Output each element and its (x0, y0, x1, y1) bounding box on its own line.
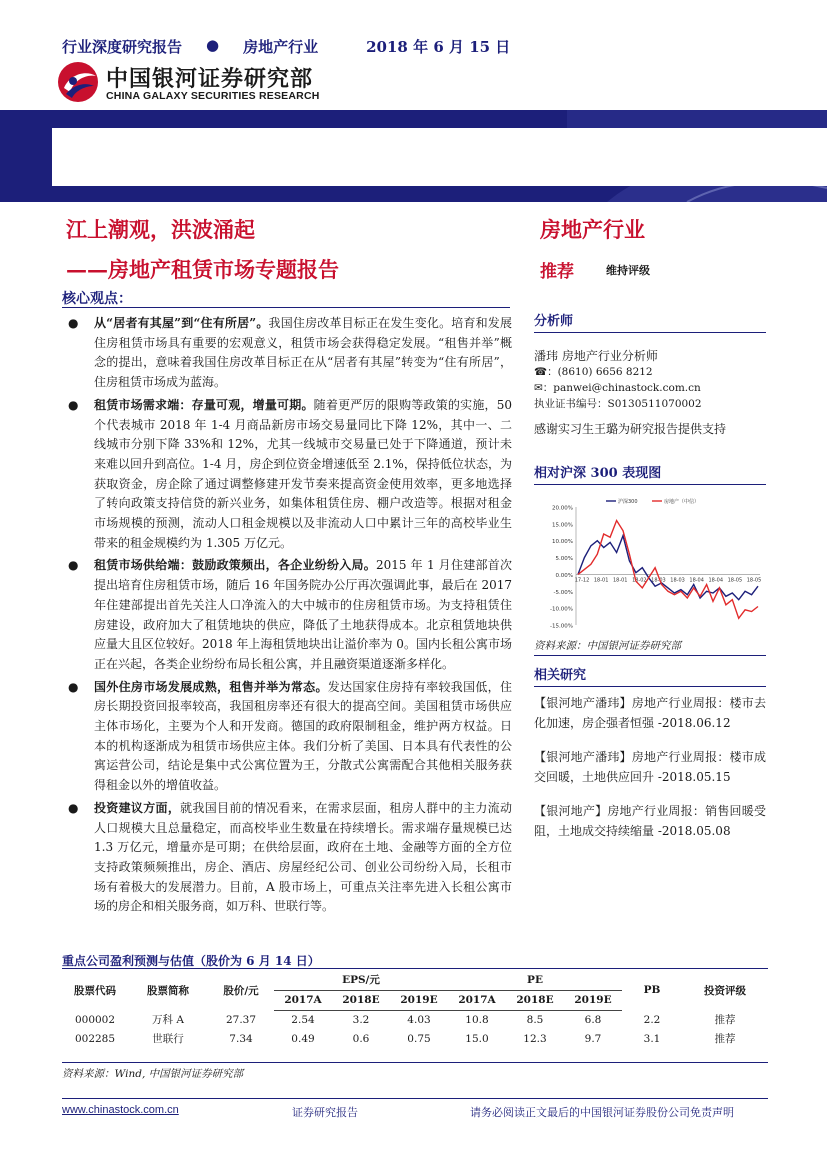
core-bullet (62, 799, 512, 917)
footer-doc-type: 证券研究报告 (292, 1106, 358, 1119)
year-cell: 2017A (274, 990, 332, 1010)
rating-label: 推荐 (540, 262, 574, 282)
y-tick-label: -5.00% (553, 589, 573, 596)
report-title: 江上潮观，洪波涌起 (66, 217, 255, 242)
cell-pe: 9.7 (584, 1032, 602, 1045)
core-bullet (62, 556, 512, 674)
col-pe: PE (448, 970, 622, 990)
cell-name: 万科 A (152, 1014, 184, 1026)
cell-eps: 3.2 (352, 1013, 370, 1026)
analyst-phone: ☎：(8610) 6656 8212 (534, 366, 653, 378)
chart-title: 相对沪深 300 表现图 (534, 462, 766, 485)
cell-name: 世联行 (152, 1033, 184, 1045)
cell-eps: 0.6 (352, 1032, 370, 1045)
bullet-dot-icon: ● (68, 316, 79, 330)
cell-price: 7.34 (229, 1032, 253, 1045)
x-tick-label: 18-04 (708, 577, 724, 584)
footer-disclaimer: 请务必阅读正文最后的中国银河证券股份公司免责声明 (470, 1106, 734, 1119)
table-row (62, 1029, 768, 1048)
cell-eps: 2.54 (291, 1013, 315, 1026)
cell-pe: 15.0 (465, 1032, 489, 1045)
header-banner (0, 110, 827, 202)
cell-eps: 4.03 (407, 1013, 431, 1026)
series-line (578, 521, 758, 619)
bullet-body: 2015 年 1 月住建部首次提出培育住房租赁市场，随后 16 年国务院办公厅再次强调此事，最后在 2017 年住建部提出首先关注人口净流入的大中城市的住房租赁市场。为支持租赁住房建设，政府加大了租赁地块的供应，降低了土地获得成本。北京租赁地块供应量大且区位较好。2018 年上海租赁地块出让溢价率为 0。国内长租公寓市场正在兴起，各类企业纷纷布局长租公寓，并且融资渠道逐渐多样化。 (94, 558, 512, 671)
bullet-body: 就我国目前的情况看来，在需求层面，租房人群中的主力流动人口规模大且总量稳定，而高校毕业生数量在持续增长。需求端存量规模已达 1.3 万亿元，增量亦是可期；在供给层面，政府在土地、金融等方面的全方位支持政策频频推出，房企、酒店、房屋经纪公司、创业公司纷纷入局，长租市场有着极大的发展潜力。目前，A 股市场上，可重点关注率先进入长租公寓市场的房企和相关服务商，如万科、世联行等。 (94, 800, 512, 914)
banner-separator: ● (206, 36, 220, 54)
y-tick-label: 5.00% (555, 556, 573, 563)
banner-white-bar (52, 128, 827, 186)
analyst-cert: 执业证书编号：S0130511070002 (534, 398, 702, 410)
table-bottom-rule (62, 1062, 768, 1063)
bullet-lead: 租赁市场供给端：鼓励政策频出，各企业纷纷入局。 (94, 558, 377, 573)
analyst-email[interactable]: ✉：panwei@chinastock.com.cn (534, 382, 701, 394)
banner-sector: 房地产行业 (243, 38, 319, 56)
core-bullet (62, 396, 512, 554)
y-tick-label: 10.00% (552, 539, 573, 546)
cell-pe: 6.8 (584, 1013, 602, 1026)
bullet-dot-icon: ● (68, 558, 79, 573)
core-bullet (62, 314, 512, 393)
y-tick-label: -10.00% (550, 606, 573, 613)
col-pb: PB (643, 984, 661, 996)
y-tick-label: 20.00% (552, 505, 573, 512)
col-price: 股价/元 (223, 984, 259, 997)
table-source: 资料来源：Wind, 中国银河证券研究部 (62, 1068, 244, 1080)
analyst-name: 潘玮 房地产行业分析师 (534, 349, 658, 363)
cell-pe: 12.3 (523, 1032, 547, 1045)
cell-price: 27.37 (225, 1013, 257, 1026)
footer-website-link[interactable]: www.chinastock.com.cn (62, 1104, 179, 1116)
analyst-thanks: 感谢实习生王璐为研究报告提供支持 (534, 422, 727, 436)
company-name-en: CHINA GALAXY SECURITIES RESEARCH (106, 90, 320, 102)
bullet-lead: 国外住房市场发展成熟，租售并举为常态。 (94, 679, 328, 694)
x-tick-label: 18-03 (651, 577, 666, 584)
estimates-title: 重点公司盈利预测与估值（股价为 6 月 14 日） (62, 954, 320, 968)
bullet-dot-icon: ● (68, 679, 79, 694)
year-cell: 2018E (506, 990, 564, 1010)
cell-rating: 推荐 (714, 1014, 736, 1026)
core-views-divider (62, 307, 510, 308)
core-views-heading: 核心观点： (62, 291, 132, 307)
report-date: 2018 年 6 月 15 日 (366, 38, 511, 56)
col-rating: 投资评级 (704, 984, 746, 997)
cell-code: 002285 (74, 1032, 116, 1045)
estimates-table (62, 970, 768, 1048)
cell-pb: 2.2 (643, 1013, 661, 1026)
x-tick-label: 18-04 (689, 577, 704, 584)
x-tick-label: 18-05 (727, 577, 743, 584)
related-research (534, 664, 766, 841)
bullet-lead: 租赁市场需求端：存量可观，增量可期。 (94, 397, 314, 412)
col-eps: EPS/元 (274, 970, 448, 990)
report-subtitle: ——房地产租赁市场专题报告 (66, 257, 339, 282)
x-tick-label: 18-01 (612, 577, 628, 584)
analyst-panel (534, 310, 766, 437)
table-row (62, 1010, 768, 1029)
table-top-rule (62, 968, 768, 969)
chart-source: 资料来源：中国银河证券研究部 (534, 638, 766, 656)
cell-pe: 10.8 (465, 1013, 489, 1026)
year-cell: 2018E (332, 990, 390, 1010)
legend-label: 沪深300 (618, 499, 638, 505)
cell-pe: 8.5 (526, 1013, 544, 1026)
series-line (578, 536, 758, 600)
cell-rating: 推荐 (714, 1033, 736, 1045)
col-name: 股票简称 (147, 984, 189, 997)
rating-note: 维持评级 (606, 264, 650, 277)
galaxy-logo-icon (56, 60, 100, 104)
bullet-body: 随着更严厉的限购等政策的实施，50 个代表城市 2018 年 1-4 月商品新房市场交易量同比下降 12%，其中一、二线城市分别下降 33%和 12%，尤其一线城市交易量已处于下降通道，预计未来难以回升到高位。1-4 月，房企到位资金增速低至 2.1%，保持低位状态，为获取资金，房企除了通过调整修建开发节奏来提高资金使用效率，更多地选择了转向政策支持信贷的新兴业务，如集体租赁住房、棚户改造等。根据对租金市场规模的预测，流动人口租金规模以及非流动人口中累计三年的高校毕业生带来的租金规模约为 1.305 万亿元。 (94, 397, 512, 550)
year-cell: 2017A (448, 990, 506, 1010)
y-tick-label: 0.00% (555, 572, 573, 579)
chart-svg (534, 485, 766, 633)
analyst-heading: 分析师 (534, 310, 766, 333)
bullet-lead: 投资建议方面， (94, 800, 181, 815)
bullet-body: 发达国家住房持有率较我国低，住房长期投资回报率较高，我国租房率还有很大的提高空间。美国租赁市场供应主体市场化，主要为个人和开发商。德国的政府限制租金，维护两方权益。日本的机构逐渐成为租赁市场供应主体。我们分析了美国、日本具有代表性的公寓运营公司，结论是集中式公寓位置为王，分散式公寓需配合其他相关服务获得租金以外的增值收益。 (94, 679, 512, 793)
cell-eps: 0.75 (407, 1032, 431, 1045)
year-cell: 2019E (390, 990, 448, 1010)
x-tick-label: 18-02 (632, 577, 647, 584)
x-tick-label: 18-05 (746, 577, 762, 584)
legend-label: 房地产（中信） (664, 499, 700, 505)
x-tick-label: 17-12 (574, 577, 590, 584)
industry-label: 房地产行业 (540, 217, 645, 242)
banner-text (62, 36, 510, 57)
col-code: 股票代码 (74, 984, 116, 997)
core-bullet (62, 678, 512, 796)
bullet-dot-icon: ● (68, 397, 79, 412)
year-cell: 2019E (564, 990, 622, 1010)
x-tick-label: 18-01 (593, 577, 609, 584)
related-item[interactable]: 【银河地产】房地产行业周报：销售回暖受阻，土地成交持续缩量 -2018.05.08 (534, 804, 766, 838)
y-tick-label: 15.00% (552, 522, 573, 529)
y-tick-label: -15.00% (550, 623, 573, 630)
table-header-row (62, 970, 768, 990)
bullet-body: 我国住房改革目标正在发生变化。培育和发展住房租赁市场具有重要的宏观意义，租赁市场会获得稳定发展。“租售并举”概念的提出，意味着我国住房改革目标正在从“居者有其屋”转变为“住有所居”，住房租赁市场成为蓝海。 (94, 316, 512, 390)
relative-performance-chart (534, 462, 766, 656)
cell-eps: 0.49 (291, 1032, 315, 1045)
cell-pb: 3.1 (643, 1032, 661, 1045)
bullet-lead: 从“居者有其屋”到“住有所居”。 (94, 316, 269, 330)
bullet-dot-icon: ● (68, 800, 79, 815)
report-type: 行业深度研究报告 (62, 38, 183, 56)
company-name-cn: 中国银河证券研究部 (106, 67, 314, 92)
x-tick-label: 18-03 (670, 577, 685, 584)
related-heading: 相关研究 (534, 664, 766, 687)
related-item[interactable]: 【银河地产潘玮】房地产行业周报：楼市去化加速，房企强者恒强 -2018.06.12 (534, 696, 766, 730)
related-item[interactable]: 【银河地产潘玮】房地产行业周报：楼市成交回暖，土地供应回升 -2018.05.15 (534, 750, 766, 784)
footer-divider (62, 1098, 768, 1099)
cell-code: 000002 (74, 1013, 116, 1026)
core-views-list (62, 314, 512, 920)
